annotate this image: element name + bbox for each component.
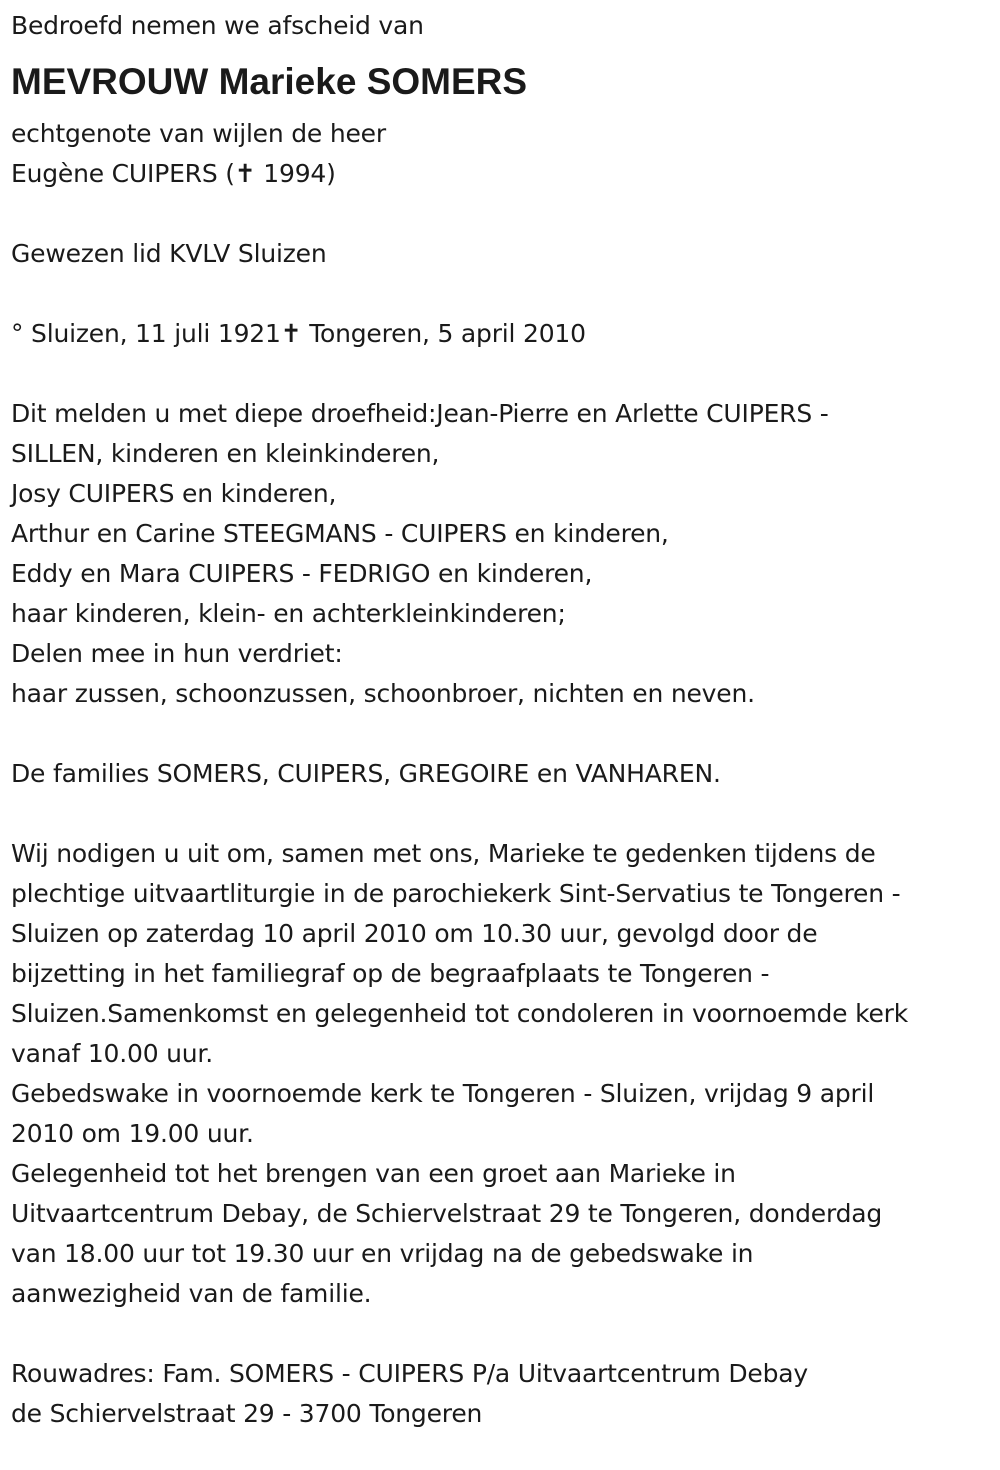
address-line-1: Rouwadres: Fam. SOMERS - CUIPERS P/a Uitvaartcentrum Debay (11, 1359, 808, 1388)
families-text: De families SOMERS, CUIPERS, GREGOIRE en VANHAREN. (11, 759, 721, 788)
intro-text: Bedroefd nemen we afscheid van (11, 11, 424, 40)
membership-text: Gewezen lid KVLV Sluizen (11, 239, 327, 268)
family-line: haar kinderen, klein- en achterkleinkinderen; (11, 599, 566, 628)
spacer (11, 1314, 996, 1354)
ceremony-line: Sluizen op zaterdag 10 april 2010 om 10.30 uur, gevolgd door de (11, 919, 818, 948)
family-line: SILLEN, kinderen en kleinkinderen, (11, 439, 440, 468)
spacer (11, 274, 996, 314)
ceremony-line: Wij nodigen u uit om, samen met ons, Marieke te gedenken tijdens de (11, 839, 876, 868)
ceremony-line: 2010 om 19.00 uur. (11, 1119, 254, 1148)
ceremony-line: vanaf 10.00 uur. (11, 1039, 213, 1068)
family-line: Dit melden u met diepe droefheid:Jean-Pierre en Arlette CUIPERS - (11, 399, 829, 428)
birth-death-dates: ° Sluizen, 11 juli 1921✝ Tongeren, 5 april 2010 (11, 319, 586, 348)
family-line: haar zussen, schoonzussen, schoonbroer, nichten en neven. (11, 679, 755, 708)
spacer (11, 194, 996, 234)
spacer (11, 354, 996, 394)
spouse-line-2: Eugène CUIPERS (✝ 1994) (11, 159, 336, 188)
family-line: Arthur en Carine STEEGMANS - CUIPERS en kinderen, (11, 519, 669, 548)
ceremony-paragraph (11, 834, 996, 1314)
obituary-document (11, 6, 996, 1434)
ceremony-line: plechtige uitvaartliturgie in de parochiekerk Sint-Servatius te Tongeren - (11, 879, 901, 908)
family-paragraph (11, 394, 996, 714)
ceremony-line: Gelegenheid tot het brengen van een groet aan Marieke in (11, 1159, 736, 1188)
deceased-name: MEVROUW Marieke SOMERS (11, 61, 528, 102)
ceremony-line: Sluizen.Samenkomst en gelegenheid tot condoleren in voornoemde kerk (11, 999, 908, 1028)
ceremony-line: Uitvaartcentrum Debay, de Schiervelstraat 29 te Tongeren, donderdag (11, 1199, 883, 1228)
family-line: Josy CUIPERS en kinderen, (11, 479, 337, 508)
spouse-line-1: echtgenote van wijlen de heer (11, 119, 386, 148)
spacer (11, 714, 996, 754)
spacer (11, 794, 996, 834)
address-line-2: de Schiervelstraat 29 - 3700 Tongeren (11, 1399, 483, 1428)
ceremony-line: bijzetting in het familiegraf op de begraafplaats te Tongeren - (11, 959, 770, 988)
ceremony-line: Gebedswake in voornoemde kerk te Tongeren - Sluizen, vrijdag 9 april (11, 1079, 875, 1108)
family-line: Delen mee in hun verdriet: (11, 639, 343, 668)
ceremony-line: van 18.00 uur tot 19.30 uur en vrijdag na de gebedswake in (11, 1239, 754, 1268)
family-line: Eddy en Mara CUIPERS - FEDRIGO en kinderen, (11, 559, 593, 588)
ceremony-line: aanwezigheid van de familie. (11, 1279, 372, 1308)
